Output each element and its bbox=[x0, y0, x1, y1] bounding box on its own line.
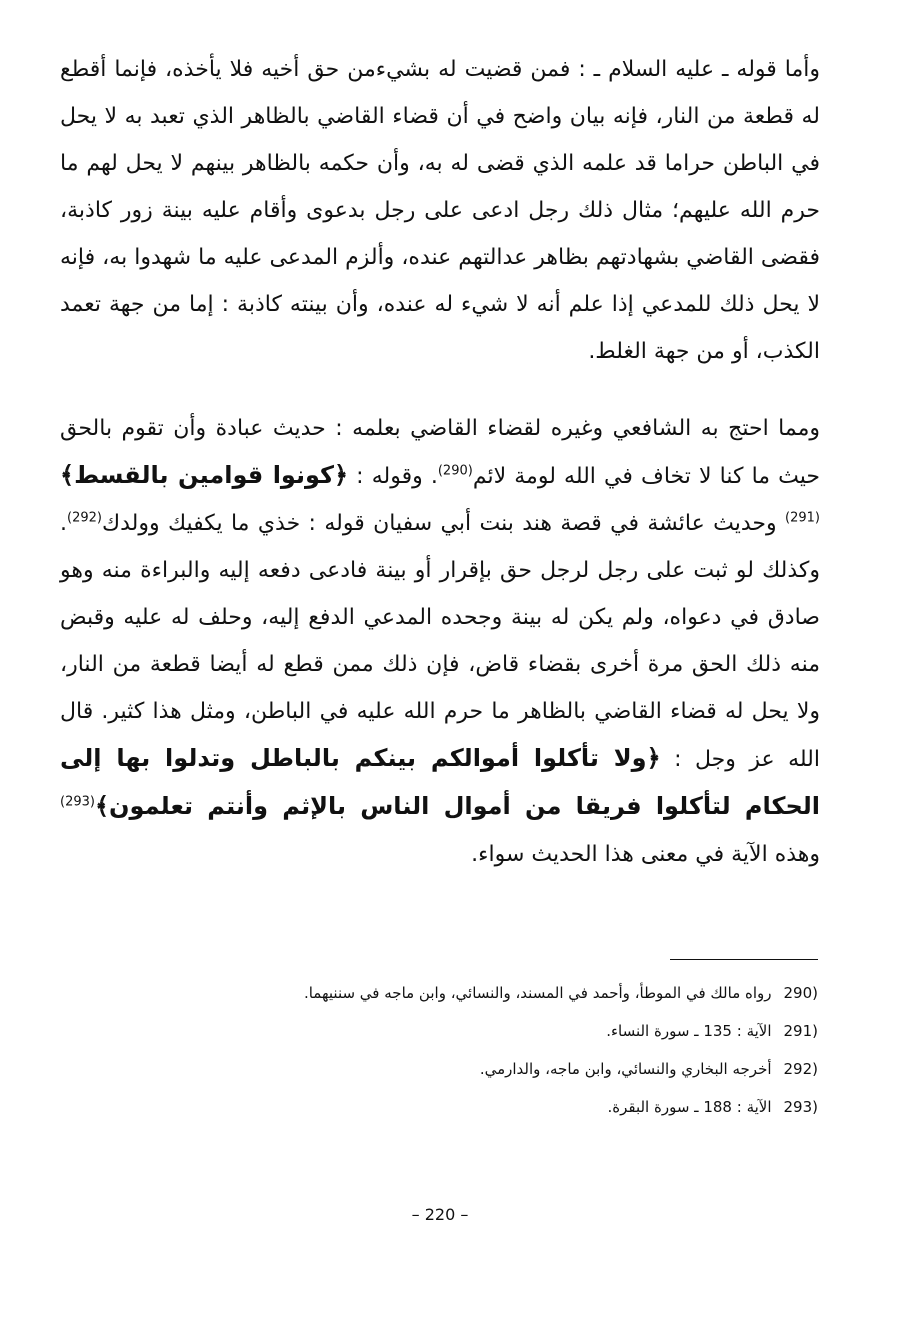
quran-verse-1: ﴿كونوا قوامين بالقسط﴾ bbox=[60, 461, 349, 489]
footnote-item bbox=[78, 1088, 818, 1126]
footnote-ref-293: (293) bbox=[60, 794, 95, 810]
paragraph-1 bbox=[60, 46, 820, 375]
paragraph-2-sentence-1: ومما احتج به الشافعي وغيره لقضاء القاضي بعلمه : حديث عبادة وأن تقوم بالحق حيث ما كنا لا تخاف في الله لومة لائم bbox=[60, 416, 821, 489]
footnote-ref-291: (291) bbox=[785, 510, 820, 526]
footnote-number: 290) bbox=[783, 984, 818, 1002]
footnote-item bbox=[78, 974, 818, 1012]
footnote-text: رواه مالك في الموطأ، وأحمد في المسند، والنسائي، وابن ماجه في سننيهما. bbox=[303, 984, 772, 1002]
paragraph-2 bbox=[60, 405, 820, 878]
footnote-ref-290: (290) bbox=[437, 463, 473, 479]
footnote-number: 293) bbox=[783, 1098, 818, 1116]
paragraph-2-sentence-4: . وكذلك لو ثبت على رجل لرجل حق بإقرار أو بينة فادعى دفعه إليه والبراءة منه وهو صادق في دعواه، ولم يكن له بينة وجحده المدعي الدفع إليه، وحلف له عليه وقبض منه ذلك الحق مرة أخرى بقضاء قاض، فإن ذلك ممن قطع له أيضا قطعة من النار، ولا يحل له قضاء القاضي بالظاهر ما حرم الله عليه في الباطن، ومثل هذا كثير. قال الله عز وجل : bbox=[60, 511, 820, 772]
footnote-text: الآية : 188 ـ سورة البقرة. bbox=[607, 1098, 772, 1116]
footnote-text: أخرجه البخاري والنسائي، وابن ماجه، والدارمي. bbox=[479, 1060, 772, 1078]
paragraph-1-text: وأما قوله ـ عليه السلام ـ : فمن قضيت له بشيءمن حق أخيه فلا يأخذه، فإنما أقطع له قطعة من النار، فإنه بيان واضح في أن قضاء القاضي بالظاهر الذي تعبد به لا يحل في الباطن حراما قد علمه الذي قضى له به، وأن حكمه بالظاهر بينهم لا يحل لهم ما حرم الله عليهم؛ مثال ذلك رجل ادعى على رجل بدعوى وأقام عليه بينة زور كاذبة، فقضى القاضي بشهادتهم بظاهر عدالتهم عنده، وألزم المدعى عليه ما شهدوا به، فإنه لا يحل ذلك للمدعي إذا علم أنه لا شيء له عنده، وأن بينته كاذبة : إما من جهة تعمد الكذب، أو من جهة الغلط. bbox=[60, 57, 820, 364]
footnote-item bbox=[78, 1012, 818, 1050]
paragraph-2-sentence-3: وحديث عائشة في قصة هند بنت أبي سفيان قوله : خذي ما يكفيك وولدك bbox=[101, 511, 786, 536]
footnote-item bbox=[78, 1050, 818, 1088]
footnote-ref-292: (292) bbox=[67, 510, 102, 526]
paragraph-2-sentence-2: . وقوله : bbox=[348, 464, 438, 489]
footnote-number: 291) bbox=[783, 1022, 818, 1040]
document-page bbox=[60, 40, 820, 1280]
page-number: – 220 – bbox=[411, 1205, 469, 1224]
footnote-divider bbox=[670, 959, 818, 960]
footnote-text: الآية : 135 ـ سورة النساء. bbox=[606, 1022, 772, 1040]
paragraph-2-sentence-5: وهذه الآية في معنى هذا الحديث سواء. bbox=[471, 842, 820, 867]
footnote-number: 292) bbox=[783, 1060, 818, 1078]
footnotes bbox=[78, 974, 818, 1126]
quran-verse-2: ﴿ولا تأكلوا أموالكم بينكم بالباطل وتدلوا بها إلى الحكام لتأكلوا فريقا من أموال الناس بالإثم وأنتم تعلمون﴾ bbox=[60, 744, 820, 820]
